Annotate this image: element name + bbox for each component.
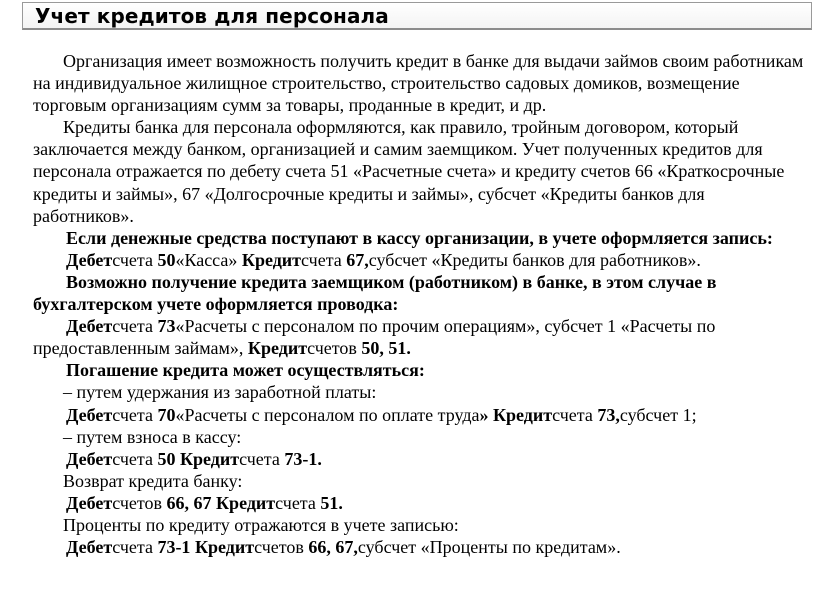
- entry-bank-return: [33, 492, 808, 514]
- account-word: счета: [275, 492, 321, 513]
- account-number: 50: [157, 249, 176, 270]
- paragraph-intro: Организация имеет возможность получить кредит в банке для выдачи займов своим работникам на индивидуальное жилищное строительство, строительство садовых домиков, возмещение торговым организациям сумм за товары, проданные в кредит, и др.: [33, 51, 804, 116]
- account-word: счетов: [254, 537, 309, 558]
- list-item-salary: – путем удержания из заработной платы:: [63, 382, 377, 403]
- page-title: Учет кредитов для персонала: [35, 4, 389, 28]
- account-number: 67,: [346, 249, 369, 270]
- debit-label: Дебет: [66, 316, 113, 337]
- credit-label: Кредит: [492, 404, 553, 425]
- debit-label: Дебет: [66, 448, 113, 469]
- account-number: 66, 67: [166, 492, 216, 513]
- credit-label: Кредит: [247, 338, 308, 359]
- debit-label: Дебет: [66, 249, 113, 270]
- account-name: «Расчеты с персоналом по оплате труда: [175, 404, 480, 425]
- account-word: счета: [301, 249, 347, 270]
- heading-employee-loan: [33, 271, 808, 315]
- account-number: 70: [157, 404, 176, 425]
- debit-label: Дебет: [66, 404, 113, 425]
- entry-salary: [33, 404, 808, 426]
- account-number: 51.: [320, 492, 343, 513]
- account-word: счетов: [307, 338, 362, 359]
- debit-label: Дебет: [66, 537, 113, 558]
- title-bar: [22, 2, 812, 30]
- subaccount-text: субсчет «Кредиты банков для работников».: [368, 249, 701, 270]
- credit-label: Кредит: [179, 448, 240, 469]
- account-number: 73-1.: [284, 448, 322, 469]
- account-word: счета: [112, 249, 158, 270]
- heading-text: Если денежные средства поступают в кассу организации, в учете оформляется запись:: [66, 227, 773, 248]
- subaccount-text: субсчет 1;: [619, 404, 697, 425]
- list-item-bank-return: Возврат кредита банку:: [63, 470, 243, 491]
- account-word: счета: [112, 537, 158, 558]
- entry-cashbox: [33, 448, 808, 470]
- entry-employee-loan: [33, 315, 808, 359]
- account-number: 73-1: [157, 537, 195, 558]
- account-word: счетов: [112, 492, 167, 513]
- account-name: «Касса»: [175, 249, 242, 270]
- debit-label: Дебет: [66, 492, 113, 513]
- account-number: 73,: [597, 404, 620, 425]
- list-item-cashbox: – путем взноса в кассу:: [63, 426, 242, 447]
- account-word: счета: [112, 404, 158, 425]
- account-number: 66, 67,: [308, 537, 358, 558]
- account-number: 50: [157, 448, 180, 469]
- account-word: счета: [112, 316, 158, 337]
- subaccount-text: субсчет «Проценты по кредитам».: [357, 537, 621, 558]
- credit-label: Кредит: [241, 249, 302, 270]
- heading-text: Погашение кредита может осуществляться:: [66, 360, 425, 381]
- heading-cash-entry: [33, 227, 808, 249]
- document-body: [33, 50, 808, 558]
- paragraph-credits: Кредиты банка для персонала оформляются, как правило, тройным договором, который заключается между банком, организацией и самим заемщиком. Учет полученных кредитов для персонала отражается по дебету счета 51 «Расчетные счета» и кредиту счетов 66 «Краткосрочные кредиты и займы», 67 «Долгосрочные кредиты и займы», субсчет «Кредиты банков для работников».: [33, 117, 785, 226]
- entry-interest: [33, 536, 808, 558]
- account-word: счета: [112, 448, 158, 469]
- account-word: счета: [552, 404, 598, 425]
- entry-cash: [33, 249, 808, 271]
- list-item-interest: Проценты по кредиту отражаются в учете записью:: [63, 514, 459, 535]
- credit-label: Кредит: [216, 492, 276, 513]
- heading-text: Возможно получение кредита заемщиком (работником) в банке, в этом случае в бухгалтерском учете оформляется проводка:: [33, 271, 717, 315]
- account-word: счета: [239, 448, 285, 469]
- heading-repayment: [33, 359, 808, 381]
- account-number: 50, 51.: [361, 338, 411, 359]
- credit-label: Кредит: [194, 537, 255, 558]
- account-number: 73: [157, 316, 176, 337]
- quote-close: »: [479, 404, 493, 425]
- account-name: «Расчеты с персоналом по прочим операциям», субсчет 1 «Расчеты по предоставленным займам»,: [33, 316, 716, 359]
